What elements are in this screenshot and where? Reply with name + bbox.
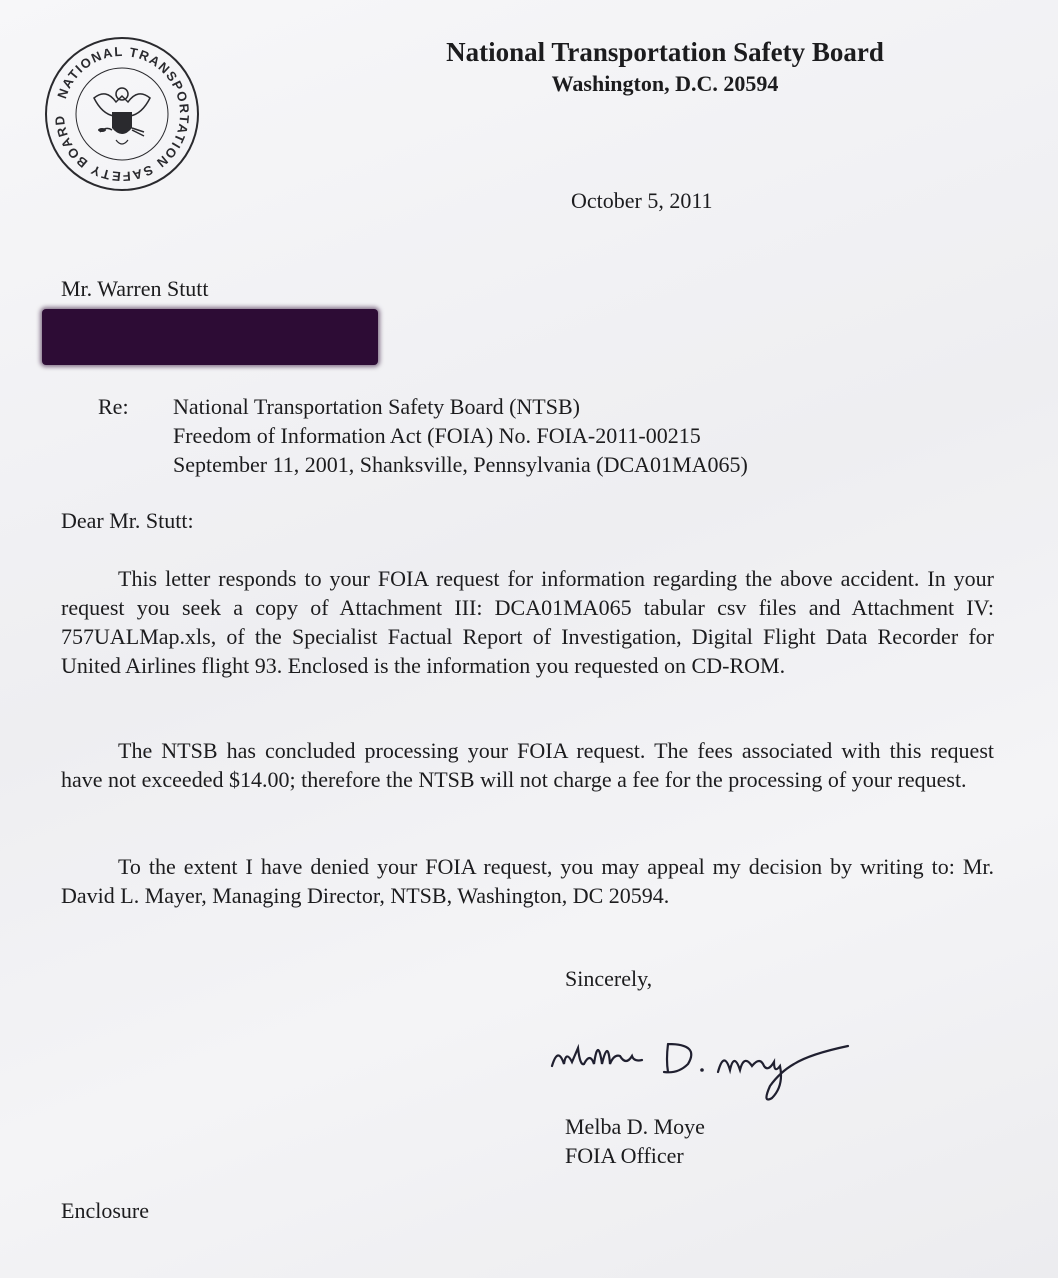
- closing: Sincerely,: [565, 966, 653, 991]
- body-paragraph-2: The NTSB has concluded processing your FOIA request. The fees associated with this request have not exceeded $14.00; therefore the NTSB will not charge a fee for the processing of your request.: [61, 738, 994, 792]
- signer-name: Melba D. Moye: [565, 1114, 705, 1139]
- body-paragraph-3: To the extent I have denied your FOIA request, you may appeal my decision by writing to: Mr. David L. Mayer, Managing Director, NTSB, Washington, DC 20594.: [61, 854, 994, 908]
- signer-title: FOIA Officer: [565, 1143, 684, 1168]
- redacted-address-block: [42, 309, 378, 365]
- recipient-name: Mr. Warren Stutt: [61, 276, 209, 301]
- re-label: Re:: [98, 394, 129, 419]
- svg-text:NATIONAL TRANSPORTATION SAFETY: NATIONAL TRANSPORTATION SAFETY BOARD: [51, 43, 193, 185]
- agency-address: Washington, D.C. 20594: [551, 71, 779, 96]
- enclosure-note: Enclosure: [61, 1198, 149, 1223]
- salutation: Dear Mr. Stutt:: [61, 508, 194, 533]
- letter-date: October 5, 2011: [571, 188, 713, 213]
- ntsb-seal-logo: [44, 36, 200, 192]
- agency-name: National Transportation Safety Board: [446, 37, 884, 67]
- re-line: Freedom of Information Act (FOIA) No. FOIA-2011-00215: [173, 423, 701, 448]
- re-line: National Transportation Safety Board (NTSB): [173, 394, 580, 419]
- re-subject-lines: [173, 392, 748, 479]
- handwritten-signature: [548, 1026, 868, 1108]
- signer-block: [565, 1112, 705, 1170]
- body-paragraph-1: This letter responds to your FOIA request for information regarding the above accident. In your request you seek a copy of Attachment III: DCA01MA065 tabular csv files and Attachment IV: 757UALMap.xls, of the Specialist Factual Report of Investigation, Digital Flight Data Recorder for United Airlines flight 93. Enclosed is the information you requested on CD-ROM.: [61, 566, 994, 678]
- re-line: September 11, 2001, Shanksville, Pennsylvania (DCA01MA065): [173, 452, 748, 477]
